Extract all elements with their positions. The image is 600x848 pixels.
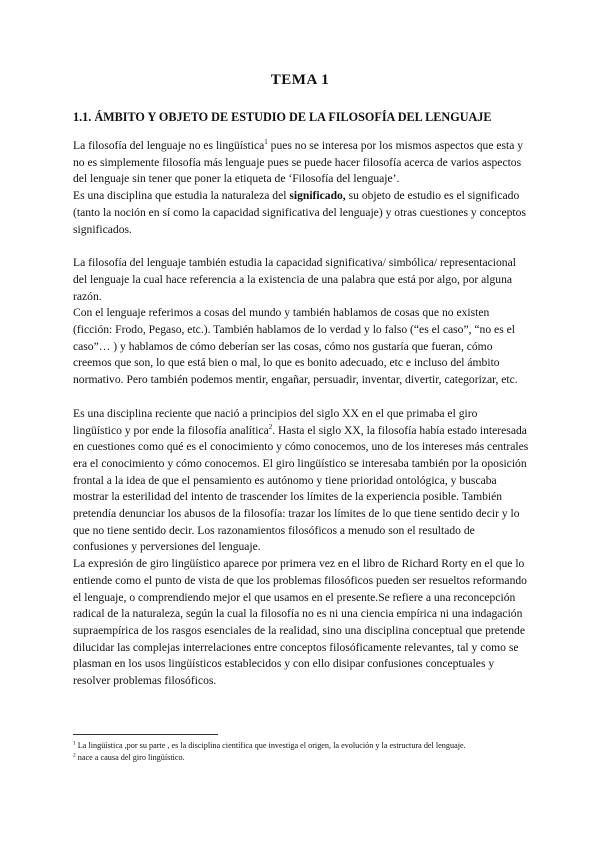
- paragraph-2: [73, 188, 529, 238]
- paragraph-1: [73, 138, 529, 188]
- paragraph-2-bold-term: significado,: [289, 189, 346, 203]
- footnote-ref-1[interactable]: 1: [264, 138, 268, 147]
- paragraph-1-text-b: pues no se interesa por los mismos aspectos que esta y no es simplemente filosofía más lenguaje pues se puede hacer filosofía acerca de varios aspectos del lenguaje sin tener que poner la etiqueta de ‘Filosofía del lenguaje’.: [73, 139, 524, 186]
- paragraph-gap: [73, 238, 529, 255]
- footnote-2-text: nace a causa del giro lingüístico.: [75, 752, 185, 762]
- paragraph-1-text-a: La filosofía del lenguaje no es lingüística: [73, 139, 265, 152]
- footnote-1: [73, 740, 529, 752]
- footnote-1-number: 1: [73, 740, 76, 747]
- footnote-2: [73, 752, 529, 764]
- page-title: TEMA 1: [270, 72, 330, 88]
- document-body: [73, 138, 529, 690]
- paragraph-gap: [73, 389, 529, 406]
- footnote-1-text: La lingüística ,por su parte , es la disciplina científica que investiga el origen, la evolución y la estructura del lenguaje.: [75, 741, 466, 750]
- footnotes: [73, 740, 529, 763]
- section-heading: 1.1. ÁMBITO Y OBJETO DE ESTUDIO DE LA FILOSOFÍA DEL LENGUAJE: [73, 110, 492, 124]
- footnote-2-number: 2: [73, 751, 76, 758]
- paragraph-4: Con el lenguaje referimos a cosas del mundo y también hablamos de cosas que no existen (ficción: Frodo, Pegaso, etc.). También hablamos de lo verdad y lo falso (“es el caso”, “no es el caso”… ) y hablamos de cómo deberían ser las cosas, cómo nos gustaría que fueran, cómo creemos que son, lo que está bien o mal, lo que es bonito adecuado, etc e incluso del ámbito normativo. Pero también podemos mentir, engañar, persuadir, inventar, divertir, categorizar, etc.: [73, 306, 518, 387]
- paragraph-5: [73, 406, 529, 556]
- paragraph-3: La filosofía del lenguaje también estudia la capacidad significativa/ simbólica/ representacional del lenguaje la cual hace referencia a la existencia de una palabra que está por algo, por alguna razón.: [73, 256, 516, 303]
- footnote-ref-2[interactable]: 2: [268, 422, 273, 431]
- paragraph-5-text-b: . Hasta el siglo XX, la filosofía había estado interesada en cuestiones como qué es el conocimiento y cómo conocemos, uno de los intereses más centrales era el conocimiento y cómo conocemos. El giro lingüístico se interesaba también por la oposición frontal a la idea de que el pensamiento es autónomo y tiene prioridad ontológica, y buscaba mostrar la esterilidad del intento de trascender los límites de la experiencia posible. También pretendía denunciar los abusos de la filosofía: trazar los límites de lo que tiene sentido decir y lo que no tiene sentido decir. Los razonamientos filosóficos a menudo son el resultado de confusiones y perversiones del lenguaje.: [73, 423, 529, 554]
- footnote-divider: [73, 734, 218, 735]
- paragraph-2-text-b: su objeto de estudio es el significado (tanto la noción en sí como la capacidad significativa del lenguaje) y otras cuestiones y conceptos significados.: [73, 189, 526, 236]
- paragraph-5-text-a: Es una disciplina reciente que nació a principios del siglo XX en el que primaba el giro lingüístico y por ende la filosofía analítica: [73, 406, 478, 437]
- paragraph-6: La expresión de giro lingüístico aparece por primera vez en el libro de Richard Rorty en el que lo entiende como el punto de vista de que los problemas filosóficos pueden ser resueltos reformando el lenguaje, o comprendiendo mejor el que usamos en el presente.Se refiere a una reconcepción radical de la naturaleza, según la cual la filosofía no es ni una ciencia empírica ni una indagación supraempírica de los rasgos esenciales de la realidad, sino una disciplina conceptual que pretende dilucidar las complejas interrelaciones entre conceptos filosóficamente relevantes, tal y como se plasman en los usos lingüísticos establecidos y con ello disipar confusiones conceptuales y resolver problemas filosóficos.: [73, 557, 527, 688]
- paragraph-2-text-a: Es una disciplina que estudia la naturaleza del: [73, 189, 290, 203]
